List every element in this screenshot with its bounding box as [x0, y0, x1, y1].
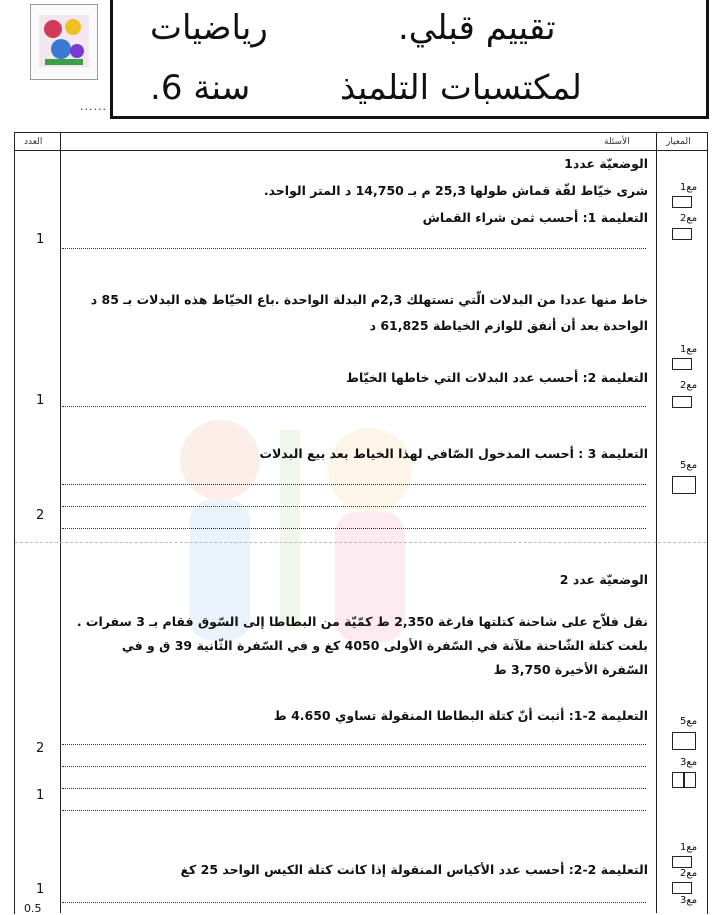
answer-line[interactable]	[62, 248, 646, 250]
questions-column-header: الأسئلة	[604, 137, 630, 147]
criterion-checkbox[interactable]	[672, 396, 692, 408]
criterion-checkbox[interactable]	[672, 228, 692, 240]
criteria-column-divider	[656, 132, 657, 913]
score-value: 1	[36, 232, 45, 247]
criteria-column-header: المعيار	[666, 137, 691, 147]
criterion-label: مع5	[680, 460, 698, 471]
score-value: 2	[36, 508, 45, 523]
title-line1: تقييم قبلي.	[398, 8, 556, 48]
instruction-2-2: التعليمة 2-2: أحسب عدد الأكياس المنقولة إذا كانت كتلة الكيس الواحد 25 كغ	[180, 862, 648, 877]
answer-line[interactable]	[62, 406, 646, 408]
criterion-checkbox[interactable]	[672, 196, 692, 208]
score-value: 1	[36, 882, 45, 897]
situation2-title: الوضعيّة عدد 2	[559, 572, 648, 587]
criterion-label: مع3	[680, 895, 698, 906]
score-value: 1	[36, 788, 45, 803]
answer-line[interactable]	[62, 766, 646, 768]
criterion-label: مع5	[680, 716, 698, 727]
criterion-checkbox[interactable]	[672, 882, 692, 894]
criterion-checkbox[interactable]	[672, 856, 692, 868]
criterion-label: مع2	[680, 380, 698, 391]
logo-image	[30, 4, 98, 80]
criterion-checkbox[interactable]	[672, 358, 692, 370]
subject-title: رياضيات	[150, 8, 268, 48]
answer-line[interactable]	[62, 902, 646, 904]
answer-line[interactable]	[62, 484, 646, 486]
criterion-label: مع2	[680, 868, 698, 879]
grade-label: سنة 6.	[150, 68, 251, 108]
title-line2: لمكتسبات التلميذ	[340, 68, 582, 108]
score-column-divider	[60, 132, 61, 913]
header-divider-left	[110, 0, 113, 118]
instruction-2-1: التعليمة 2-1: أثبت أنّ كتلة البطاطا المنقولة تساوي 4.650 ط	[273, 708, 648, 723]
situation2-line2: بلغت كتلة الشّاحنة ملآنة في السّفرة الأولى 4050 كغ و في السّفرة الثّانية 39 ق و في	[121, 638, 648, 653]
table-header-divider	[14, 150, 707, 151]
situation1-part2-line1: خاط منها عددا من البدلات الّتي تستهلك 2,3م البدلة الواحدة .باع الخيّاط هذه البدلات بـ 85 د	[90, 292, 648, 307]
logo-dots: ......	[80, 100, 107, 113]
criterion-checkbox[interactable]	[684, 772, 696, 788]
header-divider-right	[706, 0, 709, 118]
score-column-header: العدد	[24, 137, 43, 147]
situation1-title: الوضعيّة عدد1	[564, 156, 648, 171]
answer-line[interactable]	[62, 788, 646, 790]
criterion-label: مع3	[680, 757, 698, 768]
answer-line[interactable]	[62, 506, 646, 508]
criterion-label: مع2	[680, 213, 698, 224]
situation1-text: شرى خيّاط لفّة قماش طولها 25,3 م بـ 14,750 د المتر الواحد.	[263, 183, 648, 198]
score-value: 2	[36, 741, 45, 756]
situation2-line1: نقل فلاّح على شاحنة كتلتها فارغة 2,350 ط كمّيّة من البطاطا إلى السّوق فقام بـ 3 سفرات .	[76, 614, 648, 629]
score-value: 0.5	[24, 902, 42, 915]
criterion-label: مع1	[680, 182, 698, 193]
situation1-part2-line2: الواحدة بعد أن أنفق للوازم الخياطة 61,825 د	[369, 318, 648, 333]
criterion-label: مع1	[680, 842, 698, 853]
criterion-checkbox[interactable]	[672, 732, 696, 750]
answer-line[interactable]	[62, 810, 646, 812]
criterion-checkbox[interactable]	[672, 772, 684, 788]
situation2-line3: السّفرة الأخيرة 3,750 ط	[493, 662, 648, 677]
logo-icon	[31, 5, 97, 79]
instruction-3: التعليمة 3 : أحسب المدخول الصّافي لهذا الخياط بعد بيع البدلات	[259, 446, 648, 461]
score-value: 1	[36, 393, 45, 408]
answer-line[interactable]	[62, 528, 646, 530]
section-divider	[15, 542, 706, 544]
header-divider-bottom	[110, 116, 709, 119]
answer-line[interactable]	[62, 744, 646, 746]
instruction-1: التعليمة 1: أحسب ثمن شراء القماش	[422, 210, 648, 225]
criterion-checkbox[interactable]	[672, 476, 696, 494]
instruction-2: التعليمة 2: أحسب عدد البدلات التي خاطها الخيّاط	[346, 370, 648, 385]
criterion-label: مع1	[680, 344, 698, 355]
